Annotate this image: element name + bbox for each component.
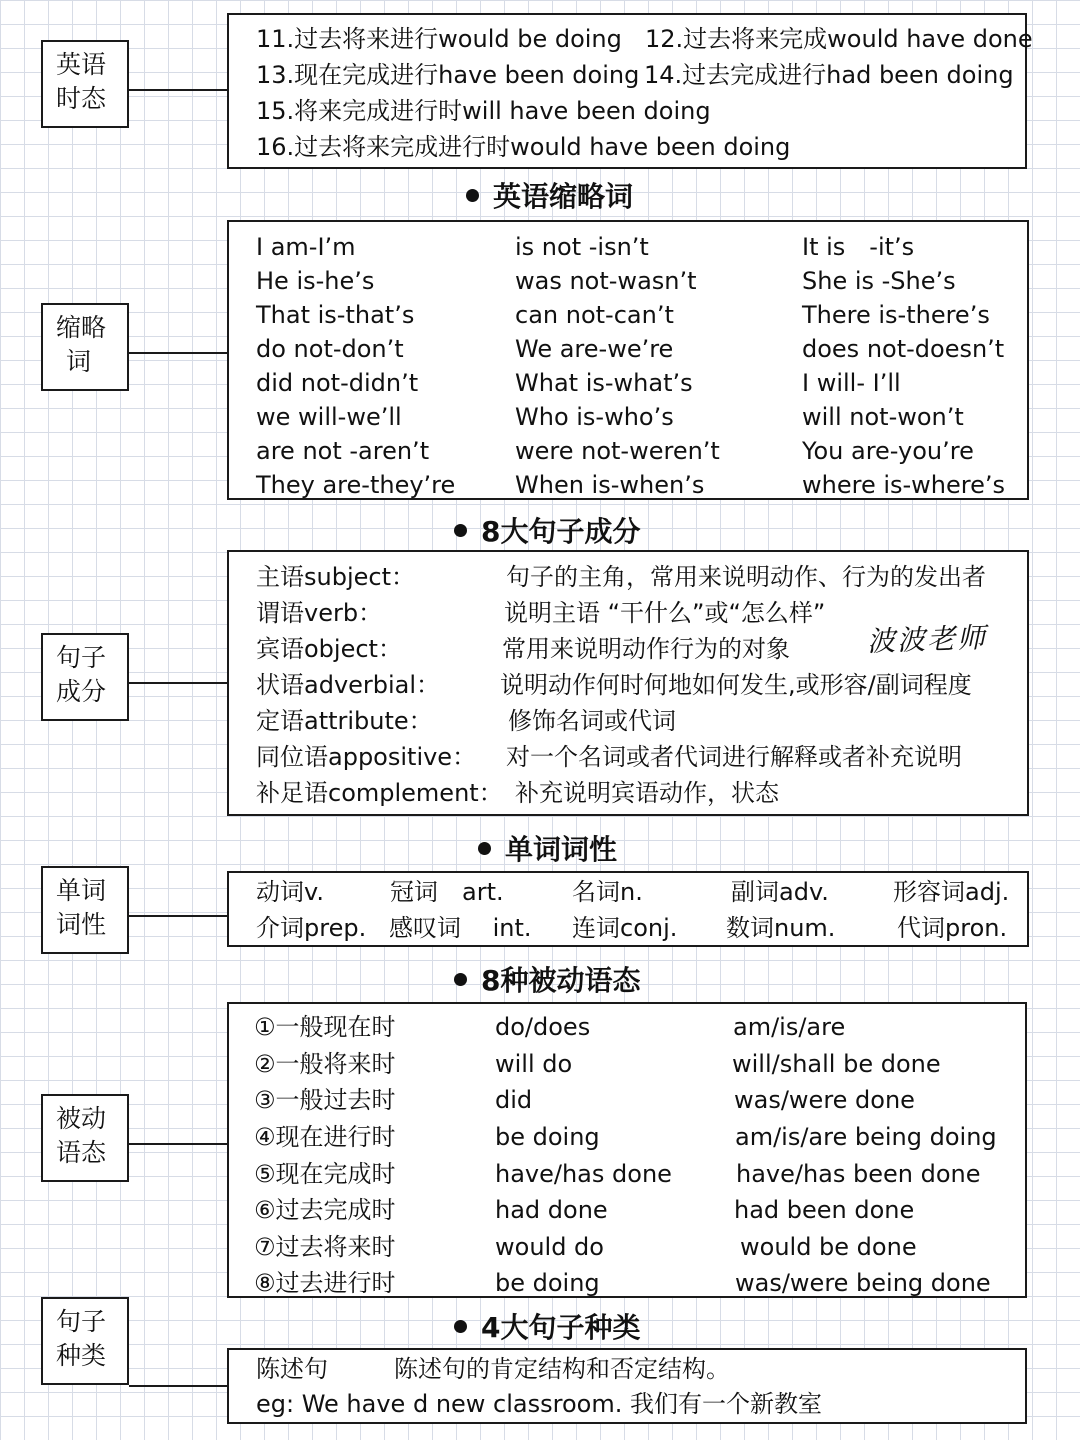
pos-label-line2: 词性 bbox=[56, 910, 107, 939]
tense-line-12: 12.过去将来完成would have done bbox=[645, 25, 1033, 53]
passive-heading-text: 8种被动语态 bbox=[481, 964, 641, 997]
components-label-line1: 句子 bbox=[56, 643, 107, 672]
passive-tense: ⑤现在完成时 bbox=[254, 1160, 396, 1188]
passive-form: am/is/are being doing bbox=[735, 1123, 997, 1151]
components-label-line2: 成分 bbox=[56, 677, 107, 706]
component-term: 定语attribute： bbox=[256, 707, 433, 735]
pos-label bbox=[41, 866, 129, 954]
pos-item: 形容词adj. bbox=[893, 878, 1010, 906]
sentence-types-label bbox=[41, 1297, 129, 1385]
contractions-heading-text: 英语缩略词 bbox=[493, 180, 634, 213]
sentence-types-heading bbox=[454, 1306, 640, 1346]
component-def: 常用来说明动作行为的对象 bbox=[502, 635, 790, 663]
passive-label-line2: 语态 bbox=[56, 1138, 107, 1167]
sentence-types-label-line1: 句子 bbox=[56, 1307, 107, 1336]
passive-box bbox=[227, 1002, 1027, 1298]
contractions-heading bbox=[466, 175, 633, 215]
passive-form: have/has been done bbox=[736, 1160, 981, 1188]
contraction-item: where is-where’s bbox=[802, 471, 1006, 499]
component-term: 谓语verb： bbox=[256, 599, 383, 627]
component-term: 同位语appositive： bbox=[256, 743, 477, 771]
component-def: 补充说明宾语动作，状态 bbox=[515, 779, 779, 807]
components-connector bbox=[129, 682, 228, 684]
passive-tense: ④现在进行时 bbox=[254, 1123, 396, 1151]
passive-active-form: be doing bbox=[495, 1123, 600, 1151]
tenses-connector bbox=[129, 89, 228, 91]
components-heading-text: 8大句子成分 bbox=[481, 515, 641, 548]
contraction-item: is not -isn’t bbox=[515, 233, 649, 261]
passive-tense: ⑧过去进行时 bbox=[254, 1269, 396, 1297]
passive-active-form: did bbox=[495, 1086, 533, 1114]
component-def: 句子的主角，常用来说明动作、行为的发出者 bbox=[506, 563, 986, 591]
bullet-icon bbox=[478, 842, 491, 855]
passive-form: am/is/are bbox=[733, 1013, 846, 1041]
sentence-type-name: 陈述句 bbox=[256, 1355, 328, 1383]
pos-connector bbox=[129, 915, 228, 917]
pos-item: 冠词 art. bbox=[390, 878, 504, 906]
passive-active-form: had done bbox=[495, 1196, 608, 1224]
sentence-type-desc: 陈述句的肯定结构和否定结构。 bbox=[394, 1355, 730, 1383]
bullet-icon bbox=[454, 1320, 467, 1333]
components-heading bbox=[454, 510, 640, 550]
contraction-item: You are-you’re bbox=[802, 437, 974, 465]
passive-tense: ③一般过去时 bbox=[254, 1086, 396, 1114]
sentence-type-example: eg: We have d new classroom. 我们有一个新教室 bbox=[256, 1390, 822, 1418]
pos-item: 数词num. bbox=[726, 914, 836, 942]
passive-form: had been done bbox=[734, 1196, 915, 1224]
pos-label-line1: 单词 bbox=[56, 876, 107, 905]
passive-active-form: would do bbox=[495, 1233, 604, 1261]
component-def: 说明动作何时何地如何发生,或形容/副词程度 bbox=[500, 671, 972, 699]
component-term: 宾语object： bbox=[256, 635, 402, 663]
contraction-item: did not-didn’t bbox=[256, 369, 419, 397]
component-def: 修饰名词或代词 bbox=[508, 707, 676, 735]
contraction-item: That is-that’s bbox=[256, 301, 415, 329]
contractions-connector bbox=[129, 352, 228, 354]
tense-line-16: 16.过去将来完成进行时would have been doing bbox=[256, 133, 791, 161]
pos-item: 代词pron. bbox=[897, 914, 1008, 942]
sentence-types-label-line2: 种类 bbox=[56, 1341, 107, 1370]
passive-active-form: have/has done bbox=[495, 1160, 672, 1188]
contractions-label bbox=[41, 303, 129, 391]
contractions-label-line2: 词 bbox=[66, 347, 92, 376]
passive-active-form: will do bbox=[495, 1050, 573, 1078]
component-term: 补足语complement： bbox=[256, 779, 503, 807]
component-def: 对一个名词或者代词进行解释或者补充说明 bbox=[506, 743, 962, 771]
passive-tense: ②一般将来时 bbox=[254, 1050, 396, 1078]
passive-tense: ⑥过去完成时 bbox=[254, 1196, 396, 1224]
contraction-item: can not-can’t bbox=[515, 301, 674, 329]
contraction-item: was not-wasn’t bbox=[515, 267, 697, 295]
pos-item: 名词n. bbox=[572, 878, 643, 906]
tense-line-15: 15.将来完成进行时will have been doing bbox=[256, 97, 711, 125]
tenses-box bbox=[227, 13, 1033, 169]
pos-item: 副词adv. bbox=[731, 878, 829, 906]
passive-active-form: be doing bbox=[495, 1269, 600, 1297]
passive-label-line1: 被动 bbox=[56, 1104, 107, 1133]
component-term: 主语subject： bbox=[256, 563, 415, 591]
contraction-item: I am-I’m bbox=[256, 233, 356, 261]
contraction-item: were not-weren’t bbox=[515, 437, 720, 465]
passive-label bbox=[41, 1094, 129, 1182]
component-def: 说明主语 “干什么”或“怎么样” bbox=[504, 599, 826, 627]
contraction-item: He is-he’s bbox=[256, 267, 375, 295]
contraction-item: She is -She’s bbox=[802, 267, 956, 295]
bullet-icon bbox=[454, 524, 467, 537]
tenses-label-line1: 英语 bbox=[56, 50, 107, 79]
contractions-box bbox=[227, 220, 1029, 500]
pos-item: 介词prep. bbox=[256, 914, 367, 942]
contraction-item: What is-what’s bbox=[515, 369, 693, 397]
tenses-label bbox=[41, 40, 129, 128]
tense-line-13: 13.现在完成进行have been doing bbox=[256, 61, 640, 89]
pos-heading-text: 单词词性 bbox=[505, 833, 618, 866]
passive-heading bbox=[454, 959, 640, 999]
contraction-item: are not -aren’t bbox=[256, 437, 430, 465]
tense-line-11: 11.过去将来进行would be doing bbox=[256, 25, 622, 53]
components-box bbox=[227, 550, 1029, 816]
teacher-signature: 波波老师 bbox=[866, 620, 988, 659]
tense-line-14: 14.过去完成进行had been doing bbox=[644, 61, 1014, 89]
contraction-item: When is-when’s bbox=[515, 471, 705, 499]
pos-item: 动词v. bbox=[256, 878, 324, 906]
sentence-types-box bbox=[227, 1348, 1027, 1424]
contraction-item: does not-doesn’t bbox=[802, 335, 1005, 363]
contraction-item: They are-they’re bbox=[256, 471, 456, 499]
passive-form: will/shall be done bbox=[732, 1050, 941, 1078]
passive-connector bbox=[129, 1143, 228, 1145]
tenses-label-line2: 时态 bbox=[56, 84, 107, 113]
passive-tense: ①一般现在时 bbox=[254, 1013, 396, 1041]
passive-active-form: do/does bbox=[495, 1013, 591, 1041]
contraction-item: do not-don’t bbox=[256, 335, 404, 363]
contraction-item: we will-we’ll bbox=[256, 403, 402, 431]
bullet-icon bbox=[454, 973, 467, 986]
passive-tense: ⑦过去将来时 bbox=[254, 1233, 396, 1261]
contraction-item: There is-there’s bbox=[802, 301, 990, 329]
contraction-item: We are-we’re bbox=[515, 335, 674, 363]
components-label bbox=[41, 633, 129, 721]
contraction-item: will not-won’t bbox=[802, 403, 964, 431]
passive-form: would be done bbox=[740, 1233, 917, 1261]
contraction-item: It is -it’s bbox=[802, 233, 915, 261]
pos-item: 感叹词 int. bbox=[389, 914, 532, 942]
component-term: 状语adverbial： bbox=[256, 671, 441, 699]
pos-box bbox=[227, 871, 1029, 947]
sentence-types-connector bbox=[129, 1385, 228, 1387]
bullet-icon bbox=[466, 189, 479, 202]
passive-form: was/were done bbox=[734, 1086, 915, 1114]
sentence-types-heading-text: 4大句子种类 bbox=[481, 1311, 641, 1344]
pos-heading bbox=[478, 828, 617, 868]
contractions-label-line1: 缩略 bbox=[56, 313, 107, 342]
passive-form: was/were being done bbox=[735, 1269, 991, 1297]
pos-item: 连词conj. bbox=[572, 914, 678, 942]
contraction-item: Who is-who’s bbox=[515, 403, 674, 431]
contraction-item: I will- I’ll bbox=[802, 369, 901, 397]
